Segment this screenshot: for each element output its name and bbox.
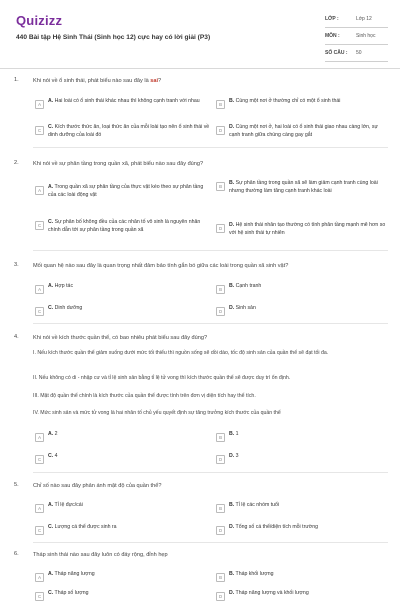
option-letter: D. bbox=[229, 305, 235, 311]
meta-row-count bbox=[325, 45, 388, 62]
option-d[interactable] bbox=[216, 305, 388, 319]
option-text bbox=[48, 305, 82, 313]
option-a[interactable] bbox=[35, 502, 210, 516]
option-box[interactable]: B bbox=[216, 100, 225, 109]
meta-row-subject bbox=[325, 28, 388, 45]
option-box[interactable]: B bbox=[216, 573, 225, 582]
option-letter: D. bbox=[229, 124, 235, 130]
option-label: Hai loài có ổ sinh thái khác nhau thì không cạnh tranh với nhau bbox=[54, 98, 200, 104]
option-text bbox=[229, 590, 309, 598]
option-text bbox=[229, 502, 279, 510]
option-a[interactable] bbox=[35, 571, 210, 585]
option-letter: D. bbox=[229, 222, 235, 228]
option-box[interactable]: D bbox=[216, 224, 225, 233]
option-label: Hệ sinh thái nhân tạo thường có tính phân tầng mạnh mẽ hơn so với hệ sinh thái tự nhiên bbox=[229, 222, 386, 236]
option-label: Trong quần xã sự phân tầng của thực vật kéo theo sự phân tầng của các loài động vật bbox=[48, 184, 204, 198]
option-label: Kích thước thức ăn, loại thức ăn của mỗi loài tạo nên ổ sinh thái về dinh dưỡng của loài đó bbox=[48, 124, 210, 138]
option-label: Tháp khối lượng bbox=[235, 571, 274, 577]
option-label: Lượng cá thể được sinh ra bbox=[54, 524, 117, 530]
option-box[interactable]: C bbox=[35, 455, 44, 464]
option-letter: A. bbox=[48, 502, 54, 508]
question-text: Tháp sinh thái nào sau đây luôn có đáy rộng, đỉnh hẹp bbox=[33, 552, 168, 558]
worksheet-header bbox=[0, 0, 400, 68]
option-text bbox=[229, 524, 318, 532]
option-label: Tỉ lệ đực/cái bbox=[54, 502, 83, 508]
option-text bbox=[229, 305, 256, 313]
option-box[interactable]: C bbox=[35, 221, 44, 230]
option-b[interactable] bbox=[216, 571, 388, 585]
option-d[interactable] bbox=[216, 590, 388, 604]
question-number: 4. bbox=[14, 334, 19, 340]
meta-value: Sinh học bbox=[356, 33, 376, 39]
option-box[interactable]: D bbox=[216, 526, 225, 535]
option-b[interactable] bbox=[216, 502, 388, 516]
option-label: Cùng một nơi ở, hai loài có ổ sinh thái giao nhau càng lớn, sự cạnh tranh giữa chúng càng gay gắt bbox=[229, 124, 378, 138]
option-letter: C. bbox=[48, 219, 54, 225]
question-number: 5. bbox=[14, 482, 19, 488]
option-label: Hợp tác bbox=[54, 283, 74, 289]
option-c[interactable] bbox=[35, 219, 210, 233]
question-number: 2. bbox=[14, 160, 19, 166]
statement: I. Nếu kích thước quần thể giảm xuống dưới mức tối thiểu thì nguồn sống sẽ dồi dào, tốc độ sinh sản của quần thể sẽ đạt tối đa. bbox=[33, 350, 329, 356]
option-label: Tổng số cá thể/diện tích mỗi trường bbox=[235, 524, 318, 530]
option-box[interactable]: D bbox=[216, 592, 225, 601]
meta-key: SỐ CÂU : bbox=[325, 50, 348, 56]
option-letter: A. bbox=[48, 431, 54, 437]
header-divider bbox=[0, 68, 400, 69]
option-text bbox=[229, 98, 340, 106]
question-text bbox=[33, 77, 383, 85]
question-number: 6. bbox=[14, 551, 19, 557]
question-divider bbox=[33, 323, 388, 324]
question-text-pre: Khi nói về ổ sinh thái, phát biểu nào sau đây là bbox=[33, 78, 151, 84]
option-box[interactable]: C bbox=[35, 307, 44, 316]
option-box[interactable]: C bbox=[35, 592, 44, 601]
option-letter: D. bbox=[229, 453, 235, 459]
option-box[interactable]: B bbox=[216, 285, 225, 294]
option-b[interactable] bbox=[216, 180, 388, 194]
option-text bbox=[48, 453, 58, 461]
meta-key: MÔN : bbox=[325, 33, 340, 39]
option-letter: B. bbox=[229, 98, 235, 104]
meta-value: Lớp 12 bbox=[356, 16, 372, 22]
option-b[interactable] bbox=[216, 283, 388, 297]
meta-key: LỚP : bbox=[325, 16, 339, 22]
option-letter: B. bbox=[229, 431, 235, 437]
option-letter: A. bbox=[48, 98, 54, 104]
option-c[interactable] bbox=[35, 305, 210, 319]
option-label: 1 bbox=[235, 431, 239, 437]
worksheet-meta bbox=[325, 11, 388, 62]
question-text-emphasis: sai bbox=[150, 78, 159, 84]
option-d[interactable] bbox=[216, 453, 388, 467]
option-box[interactable]: B bbox=[216, 504, 225, 513]
option-text bbox=[48, 431, 58, 439]
option-text bbox=[48, 502, 83, 510]
option-label: 2 bbox=[54, 431, 58, 437]
option-letter: B. bbox=[229, 283, 235, 289]
option-box[interactable]: A bbox=[35, 285, 44, 294]
option-box[interactable]: A bbox=[35, 573, 44, 582]
option-letter: B. bbox=[229, 502, 235, 508]
option-letter: D. bbox=[229, 590, 235, 596]
option-text bbox=[229, 222, 388, 237]
question-text: Khi nói về sự phân tầng trong quần xã, phát biểu nào sau đây đúng? bbox=[33, 161, 204, 167]
option-d[interactable] bbox=[216, 524, 388, 538]
option-box[interactable]: A bbox=[35, 504, 44, 513]
question-text: Khi nói về kích thước quần thể, có bao nhiêu phát biểu sau đây đúng? bbox=[33, 335, 208, 341]
option-letter: C. bbox=[48, 453, 54, 459]
statement: IV. Mức sinh sản và mức tử vong là hai nhân tố chủ yếu quyết định sự tăng trưởng kích thước của quần thể bbox=[33, 410, 281, 416]
option-text bbox=[48, 524, 117, 532]
option-text bbox=[48, 98, 200, 106]
option-label: 4 bbox=[54, 453, 58, 459]
option-a[interactable] bbox=[35, 283, 210, 297]
option-letter: A. bbox=[48, 184, 54, 190]
statement: II. Nếu không có di - nhập cư và tỉ lệ sinh sản bằng tỉ lệ tử vong thì kích thước quần thể sẽ được duy trì ổn định. bbox=[33, 375, 291, 381]
question-divider bbox=[33, 147, 388, 148]
option-box[interactable]: D bbox=[216, 126, 225, 135]
option-text bbox=[229, 453, 239, 461]
option-label: Tháp năng lượng và khối lượng bbox=[235, 590, 309, 596]
option-label: Sinh sản bbox=[235, 305, 256, 311]
option-box[interactable]: B bbox=[216, 433, 225, 442]
option-text bbox=[48, 590, 89, 598]
option-box[interactable]: D bbox=[216, 307, 225, 316]
option-letter: C. bbox=[48, 305, 54, 311]
option-text bbox=[48, 283, 73, 291]
option-label: Cạnh tranh bbox=[235, 283, 262, 289]
question-number: 1. bbox=[14, 77, 19, 83]
question-divider bbox=[33, 250, 388, 251]
option-text bbox=[48, 219, 210, 234]
option-box[interactable]: A bbox=[35, 186, 44, 195]
option-b[interactable] bbox=[216, 431, 388, 445]
meta-value: 50 bbox=[356, 50, 362, 56]
option-label: Sự phân tầng trong quần xã sẽ làm giảm cạnh tranh cùng loài nhưng thường làm tăng cạnh tranh khác loài bbox=[229, 180, 378, 194]
option-label: 3 bbox=[235, 453, 239, 459]
option-letter: B. bbox=[229, 180, 235, 186]
option-letter: C. bbox=[48, 590, 54, 596]
option-text bbox=[229, 180, 388, 195]
option-a[interactable] bbox=[35, 98, 210, 112]
option-a[interactable] bbox=[35, 184, 210, 198]
option-c[interactable] bbox=[35, 453, 210, 467]
option-c[interactable] bbox=[35, 124, 210, 138]
logo-text: Quizizz bbox=[16, 13, 63, 28]
option-box[interactable]: C bbox=[35, 526, 44, 535]
option-text bbox=[229, 124, 388, 139]
option-label: Tháp năng lượng bbox=[54, 571, 95, 577]
question-divider bbox=[33, 542, 388, 543]
question-text-post: ? bbox=[158, 78, 162, 84]
option-letter: C. bbox=[48, 124, 54, 130]
option-b[interactable] bbox=[216, 98, 388, 112]
option-a[interactable] bbox=[35, 431, 210, 445]
option-box[interactable]: D bbox=[216, 455, 225, 464]
option-d[interactable] bbox=[216, 124, 388, 138]
option-letter: B. bbox=[229, 571, 235, 577]
option-c[interactable] bbox=[35, 524, 210, 538]
option-c[interactable] bbox=[35, 590, 210, 604]
option-label: Tỉ lệ các nhóm tuổi bbox=[235, 502, 280, 508]
option-box[interactable]: C bbox=[35, 126, 44, 135]
option-box[interactable]: B bbox=[216, 182, 225, 191]
worksheet-title: 440 Bài tập Hệ Sinh Thái (Sinh học 12) cực hay có lời giải (P3) bbox=[16, 34, 211, 41]
option-text bbox=[229, 431, 239, 439]
statement: III. Mật độ quần thể chính là kích thước của quần thể được tính trên đơn vị diện tích hay thể tích. bbox=[33, 393, 256, 399]
option-label: Cùng một nơi ở thường chỉ có một ổ sinh thái bbox=[235, 98, 341, 104]
option-box[interactable]: A bbox=[35, 433, 44, 442]
option-letter: A. bbox=[48, 283, 54, 289]
option-d[interactable] bbox=[216, 222, 388, 236]
option-letter: A. bbox=[48, 571, 54, 577]
option-label: Tháp số lượng bbox=[54, 590, 89, 596]
question-text: Mối quan hệ nào sau đây là quan trọng nhất đảm bảo tính gắn bó giữa các loài trong quần xã sinh vật? bbox=[33, 263, 289, 269]
meta-row-grade bbox=[325, 11, 388, 28]
quizizz-logo bbox=[16, 13, 62, 28]
option-letter: C. bbox=[48, 524, 54, 530]
option-label: Dinh dưỡng bbox=[54, 305, 83, 311]
question-divider bbox=[33, 472, 388, 473]
option-box[interactable]: A bbox=[35, 100, 44, 109]
option-text bbox=[48, 571, 95, 579]
option-label: Sự phân bố không đều của các nhân tố vô sinh là nguyên nhân chính dẫn tới sự phân tầng trong quần xã bbox=[48, 219, 201, 233]
option-text bbox=[48, 124, 210, 139]
option-text bbox=[229, 283, 261, 291]
question-number: 3. bbox=[14, 262, 19, 268]
option-letter: D. bbox=[229, 524, 235, 530]
question-text: Chỉ số nào sau đây phản ánh mật độ của quần thể? bbox=[33, 483, 162, 489]
option-text bbox=[229, 571, 274, 579]
option-text bbox=[48, 184, 210, 199]
